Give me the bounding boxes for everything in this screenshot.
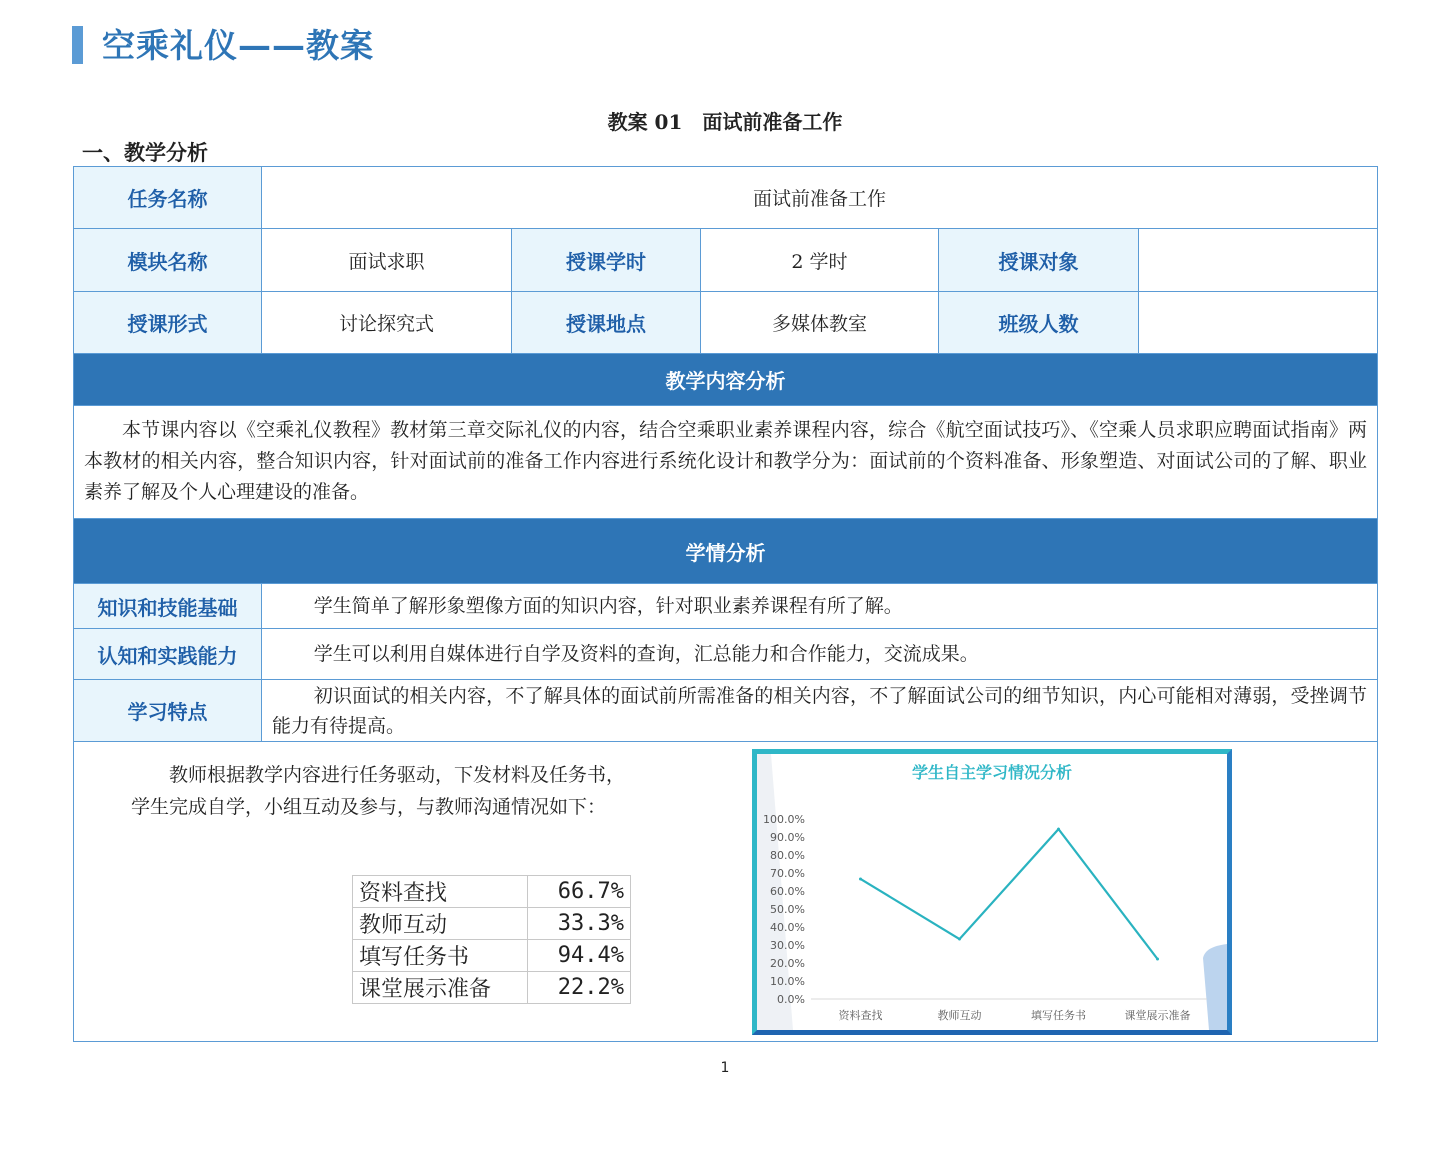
stat-value: 66.7% bbox=[528, 876, 631, 908]
table-row bbox=[353, 908, 631, 940]
table-row bbox=[74, 229, 1378, 292]
location-value: 多媒体教室 bbox=[701, 292, 939, 354]
knowledge-cell bbox=[262, 584, 1378, 629]
learning-traits-cell bbox=[262, 680, 1378, 742]
table-row bbox=[353, 940, 631, 972]
table-row bbox=[74, 584, 1378, 629]
series-line bbox=[861, 829, 1158, 959]
y-tick-label: 70.0% bbox=[770, 867, 805, 880]
chart-frame bbox=[752, 749, 1232, 1035]
data-point bbox=[1057, 828, 1060, 831]
learning-traits-text: 初识面试的相关内容，不了解具体的面试前所需准备的相关内容，不了解面试公司的细节知识，内心可能相对薄弱，受挫调节能力有待提高。 bbox=[272, 684, 1368, 737]
y-tick-label: 50.0% bbox=[770, 903, 805, 916]
self-study-cell bbox=[74, 742, 1378, 1042]
target-value bbox=[1139, 229, 1378, 292]
x-tick-label: 填写任务书 bbox=[1031, 1009, 1086, 1022]
intro-text bbox=[131, 759, 625, 823]
stat-value: 33.3% bbox=[528, 908, 631, 940]
content-analysis-heading: 教学内容分析 bbox=[74, 354, 1378, 406]
lesson-analysis-table bbox=[73, 166, 1378, 1042]
class-size-label: 班级人数 bbox=[939, 292, 1139, 354]
format-label: 授课形式 bbox=[74, 292, 262, 354]
self-study-block bbox=[74, 742, 1377, 1040]
stat-name: 填写任务书 bbox=[353, 940, 528, 972]
chart-title: 学生自主学习情况分析 bbox=[911, 763, 1073, 782]
stat-value: 22.2% bbox=[528, 972, 631, 1004]
table-row bbox=[74, 292, 1378, 354]
hours-label: 授课学时 bbox=[512, 229, 701, 292]
y-tick-label: 40.0% bbox=[770, 921, 805, 934]
y-tick-label: 0.0% bbox=[777, 993, 805, 1006]
task-name-label: 任务名称 bbox=[74, 167, 262, 229]
data-point bbox=[958, 938, 961, 941]
table-row bbox=[74, 167, 1378, 229]
stat-name: 资料查找 bbox=[353, 876, 528, 908]
cognition-cell bbox=[262, 629, 1378, 680]
page-number: 1 bbox=[720, 1060, 730, 1076]
knowledge-label: 知识和技能基础 bbox=[74, 584, 262, 629]
data-point bbox=[1156, 958, 1159, 961]
stat-value: 94.4% bbox=[528, 940, 631, 972]
header-title: 空乘礼仪——教案 bbox=[102, 26, 374, 65]
header-accent-bar bbox=[72, 26, 83, 64]
target-label: 授课对象 bbox=[939, 229, 1139, 292]
y-tick-label: 80.0% bbox=[770, 849, 805, 862]
intro-line-2: 学生完成自学，小组互动及参与，与教师沟通情况如下： bbox=[131, 796, 607, 818]
hours-value: 2 学时 bbox=[701, 229, 939, 292]
line-chart bbox=[757, 754, 1227, 1030]
table-row bbox=[74, 406, 1378, 519]
intro-line-1: 教师根据教学内容进行任务驱动，下发材料及任务书， bbox=[169, 764, 626, 786]
location-label: 授课地点 bbox=[512, 292, 701, 354]
x-tick-label: 课堂展示准备 bbox=[1124, 1009, 1191, 1022]
table-row bbox=[353, 972, 631, 1004]
cognition-text: 学生可以利用自媒体进行自学及资料的查询，汇总能力和合作能力，交流成果。 bbox=[313, 643, 979, 665]
table-row bbox=[74, 519, 1378, 584]
module-label: 模块名称 bbox=[74, 229, 262, 292]
knowledge-text: 学生简单了解形象塑像方面的知识内容，针对职业素养课程有所了解。 bbox=[313, 595, 903, 617]
x-tick-label: 教师互动 bbox=[937, 1009, 982, 1022]
y-tick-label: 60.0% bbox=[770, 885, 805, 898]
table-row bbox=[74, 354, 1378, 406]
learning-traits-label: 学习特点 bbox=[74, 680, 262, 742]
y-tick-label: 30.0% bbox=[770, 939, 805, 952]
table-row bbox=[353, 876, 631, 908]
x-tick-label: 资料查找 bbox=[838, 1009, 883, 1022]
chart-decor-right bbox=[1203, 944, 1227, 1030]
task-name-value: 面试前准备工作 bbox=[262, 167, 1378, 229]
stat-name: 教师互动 bbox=[353, 908, 528, 940]
content-analysis-cell bbox=[74, 406, 1378, 519]
y-tick-label: 90.0% bbox=[770, 831, 805, 844]
class-size-value bbox=[1139, 292, 1378, 354]
y-tick-label: 20.0% bbox=[770, 957, 805, 970]
stat-name: 课堂展示准备 bbox=[353, 972, 528, 1004]
data-point bbox=[859, 877, 862, 880]
lesson-title: 教案 01 面试前准备工作 bbox=[607, 110, 843, 134]
table-row bbox=[74, 742, 1378, 1042]
y-tick-label: 10.0% bbox=[770, 975, 805, 988]
content-analysis-text: 本节课内容以《空乘礼仪教程》教材第三章交际礼仪的内容，结合空乘职业素养课程内容，综合《航空面试技巧》、《空乘人员求职应聘面试指南》两本教材的相关内容，整合知识内容，针对面试前的准备工作内容进行系统化设计和教学分为：面试前的个资料准备、形象塑造、对面试公司的了解、职业素养了解及个人心理建设的准备。 bbox=[84, 418, 1368, 503]
section-heading: 一、教学分析 bbox=[82, 140, 208, 165]
cognition-label: 认知和实践能力 bbox=[74, 629, 262, 680]
y-tick-label: 100.0% bbox=[763, 813, 805, 826]
table-row bbox=[74, 629, 1378, 680]
module-value: 面试求职 bbox=[262, 229, 512, 292]
format-value: 讨论探究式 bbox=[262, 292, 512, 354]
x-axis bbox=[839, 1008, 1191, 1022]
table-row bbox=[74, 680, 1378, 742]
chart-series bbox=[859, 828, 1159, 961]
learner-analysis-heading: 学情分析 bbox=[74, 519, 1378, 584]
stats-table bbox=[352, 875, 631, 1004]
